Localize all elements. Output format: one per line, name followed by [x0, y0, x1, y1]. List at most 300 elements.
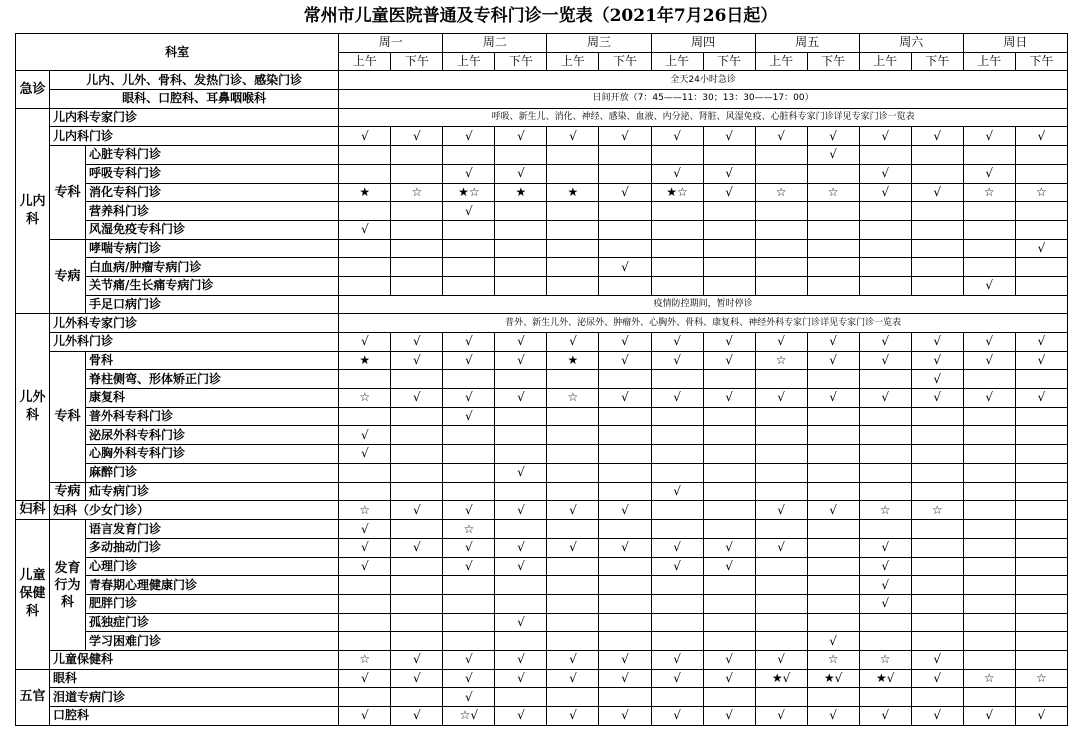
schedule-cell — [1015, 501, 1067, 520]
dept-name: 儿童保健科 — [50, 651, 339, 670]
pediatrics-label: 儿内科 — [16, 108, 50, 314]
surgery-row — [16, 407, 1068, 426]
schedule-cell — [1015, 520, 1067, 539]
schedule-cell: √ — [911, 651, 963, 670]
schedule-cell: √ — [1015, 351, 1067, 370]
schedule-cell: ☆ — [755, 351, 807, 370]
schedule-cell: √ — [547, 333, 599, 352]
schedule-cell — [443, 576, 495, 595]
schedule-cell — [911, 557, 963, 576]
schedule-cell — [339, 463, 391, 482]
day-header: 周二 — [443, 34, 547, 53]
schedule-cell: √ — [703, 669, 755, 688]
schedule-cell — [807, 557, 859, 576]
schedule-cell — [1015, 258, 1067, 277]
schedule-cell: √ — [703, 557, 755, 576]
schedule-cell — [755, 594, 807, 613]
schedule-cell — [963, 463, 1015, 482]
schedule-cell — [703, 520, 755, 539]
schedule-cell — [495, 202, 547, 221]
pm-header: 下午 — [599, 52, 651, 71]
surgery-row — [16, 482, 1068, 501]
schedule-cell: ☆ — [391, 183, 443, 202]
schedule-cell — [755, 276, 807, 295]
schedule-cell — [443, 426, 495, 445]
schedule-cell — [391, 576, 443, 595]
dept-name: 语言发育门诊 — [86, 520, 339, 539]
schedule-cell — [911, 576, 963, 595]
schedule-cell — [911, 594, 963, 613]
schedule-cell — [547, 146, 599, 165]
header-row — [16, 34, 1068, 53]
schedule-cell: √ — [599, 501, 651, 520]
schedule-cell — [547, 426, 599, 445]
schedule-cell — [911, 407, 963, 426]
schedule-cell — [1015, 146, 1067, 165]
schedule-cell: ☆ — [1015, 183, 1067, 202]
schedule-cell — [1015, 594, 1067, 613]
schedule-cell — [339, 146, 391, 165]
schedule-cell — [651, 501, 703, 520]
schedule-cell: √ — [495, 707, 547, 726]
schedule-cell — [443, 258, 495, 277]
five-senses-row — [16, 688, 1068, 707]
schedule-cell — [1015, 576, 1067, 595]
schedule-cell: √ — [1015, 333, 1067, 352]
schedule-cell — [599, 445, 651, 464]
schedule-cell — [547, 632, 599, 651]
expert-note: 普外、新生儿外、泌尿外、肿瘤外、心胸外、骨科、康复科、神经外科专家门诊详见专家门诊一览表 — [339, 314, 1068, 333]
dept-name: 青春期心理健康门诊 — [86, 576, 339, 595]
dept-name: 心胸外科专科门诊 — [86, 445, 339, 464]
schedule-cell: ☆ — [547, 389, 599, 408]
schedule-cell — [391, 594, 443, 613]
schedule-cell — [703, 146, 755, 165]
schedule-cell: √ — [963, 333, 1015, 352]
schedule-cell — [443, 276, 495, 295]
schedule-cell: ☆ — [443, 520, 495, 539]
schedule-cell — [651, 370, 703, 389]
schedule-cell — [911, 632, 963, 651]
schedule-cell — [807, 576, 859, 595]
schedule-cell — [911, 220, 963, 239]
schedule-cell: √ — [755, 538, 807, 557]
schedule-cell — [339, 258, 391, 277]
schedule-cell — [703, 220, 755, 239]
schedule-cell — [859, 688, 911, 707]
schedule-cell — [599, 520, 651, 539]
schedule-cell: √ — [443, 202, 495, 221]
schedule-cell: √ — [599, 669, 651, 688]
schedule-cell — [651, 220, 703, 239]
schedule-cell — [859, 258, 911, 277]
schedule-cell — [755, 164, 807, 183]
schedule-cell — [443, 594, 495, 613]
schedule-cell: √ — [495, 164, 547, 183]
schedule-cell — [807, 520, 859, 539]
schedule-cell: √ — [807, 146, 859, 165]
schedule-cell: √ — [911, 669, 963, 688]
schedule-cell — [651, 594, 703, 613]
schedule-cell — [547, 164, 599, 183]
schedule-cell: ☆ — [859, 651, 911, 670]
schedule-cell — [755, 482, 807, 501]
schedule-cell — [963, 576, 1015, 595]
surgery-row — [16, 333, 1068, 352]
schedule-cell: √ — [443, 538, 495, 557]
schedule-cell — [911, 688, 963, 707]
pm-header: 下午 — [1015, 52, 1067, 71]
schedule-cell: √ — [963, 276, 1015, 295]
schedule-cell — [911, 482, 963, 501]
schedule-cell — [703, 426, 755, 445]
schedule-cell — [391, 276, 443, 295]
schedule-cell — [1015, 632, 1067, 651]
surgery-row — [16, 389, 1068, 408]
schedule-cell — [391, 258, 443, 277]
schedule-cell — [339, 202, 391, 221]
schedule-cell: √ — [495, 651, 547, 670]
schedule-cell: √ — [651, 538, 703, 557]
schedule-cell — [391, 164, 443, 183]
schedule-cell — [859, 632, 911, 651]
schedule-cell: √ — [339, 220, 391, 239]
schedule-cell: √ — [651, 651, 703, 670]
schedule-cell — [807, 407, 859, 426]
schedule-cell — [1015, 463, 1067, 482]
schedule-cell: √ — [755, 651, 807, 670]
dept-name: 儿外科门诊 — [50, 333, 339, 352]
schedule-cell: √ — [859, 351, 911, 370]
schedule-cell — [755, 520, 807, 539]
schedule-cell: √ — [859, 164, 911, 183]
schedule-cell: √ — [651, 482, 703, 501]
schedule-cell: √ — [807, 351, 859, 370]
schedule-cell: √ — [703, 389, 755, 408]
department-header: 科室 — [16, 34, 339, 71]
schedule-cell — [859, 482, 911, 501]
schedule-cell — [547, 576, 599, 595]
schedule-cell — [391, 407, 443, 426]
schedule-cell — [859, 220, 911, 239]
dept-name: 疝专病门诊 — [86, 482, 339, 501]
surgery-row — [16, 426, 1068, 445]
schedule-cell: √ — [443, 557, 495, 576]
schedule-cell: √ — [911, 333, 963, 352]
schedule-cell: √ — [1015, 127, 1067, 146]
schedule-cell — [495, 239, 547, 258]
schedule-cell: √ — [651, 333, 703, 352]
schedule-cell: √ — [339, 520, 391, 539]
suspended-note: 疫情防控期间，暂时停诊 — [339, 295, 1068, 314]
am-header: 上午 — [443, 52, 495, 71]
emergency-dept: 眼科、口腔科、耳鼻咽喉科 — [50, 90, 339, 109]
surgery-row — [16, 314, 1068, 333]
schedule-cell — [703, 501, 755, 520]
emergency-row — [16, 71, 1068, 90]
schedule-cell — [495, 370, 547, 389]
schedule-cell — [755, 557, 807, 576]
schedule-cell — [755, 445, 807, 464]
schedule-cell: √ — [391, 669, 443, 688]
schedule-cell — [703, 202, 755, 221]
schedule-cell: √ — [495, 351, 547, 370]
schedule-cell — [651, 239, 703, 258]
schedule-cell — [599, 463, 651, 482]
schedule-cell — [599, 482, 651, 501]
dept-name: 普外科专科门诊 — [86, 407, 339, 426]
page-title: 常州市儿童医院普通及专科门诊一览表（2021年7月26日起） — [303, 6, 778, 26]
schedule-cell — [443, 445, 495, 464]
schedule-cell — [495, 276, 547, 295]
disease-label: 专病 — [50, 482, 86, 501]
schedule-cell — [391, 632, 443, 651]
schedule-cell — [963, 258, 1015, 277]
schedule-cell: ☆√ — [443, 707, 495, 726]
schedule-cell: √ — [391, 333, 443, 352]
schedule-cell — [1015, 445, 1067, 464]
schedule-cell — [963, 426, 1015, 445]
schedule-cell — [807, 276, 859, 295]
schedule-cell: √ — [599, 183, 651, 202]
schedule-cell — [755, 220, 807, 239]
schedule-cell — [911, 164, 963, 183]
dept-name: 儿内科专家门诊 — [50, 108, 339, 127]
schedule-cell — [963, 146, 1015, 165]
pediatrics-row — [16, 239, 1068, 258]
surgery-row — [16, 351, 1068, 370]
schedule-cell: √ — [807, 707, 859, 726]
schedule-cell — [391, 202, 443, 221]
child-health-row — [16, 613, 1068, 632]
schedule-cell — [495, 220, 547, 239]
schedule-cell: √ — [859, 333, 911, 352]
schedule-cell — [1015, 482, 1067, 501]
schedule-cell — [391, 688, 443, 707]
schedule-cell — [339, 632, 391, 651]
schedule-cell: √ — [651, 164, 703, 183]
schedule-cell — [547, 370, 599, 389]
schedule-cell — [547, 613, 599, 632]
schedule-cell — [703, 445, 755, 464]
schedule-cell: √ — [495, 613, 547, 632]
schedule-cell: √ — [443, 164, 495, 183]
schedule-cell: √ — [495, 463, 547, 482]
dept-name: 骨科 — [86, 351, 339, 370]
schedule-cell — [807, 594, 859, 613]
schedule-cell: √ — [547, 501, 599, 520]
schedule-cell — [859, 613, 911, 632]
schedule-cell — [547, 463, 599, 482]
schedule-cell — [703, 688, 755, 707]
schedule-cell: √ — [651, 389, 703, 408]
schedule-cell: √ — [911, 127, 963, 146]
schedule-cell: √ — [391, 707, 443, 726]
dept-name: 儿外科专家门诊 — [50, 314, 339, 333]
pediatrics-row — [16, 276, 1068, 295]
schedule-cell — [547, 594, 599, 613]
schedule-cell — [911, 426, 963, 445]
schedule-cell: √ — [339, 707, 391, 726]
schedule-cell — [703, 463, 755, 482]
surgery-row — [16, 445, 1068, 464]
schedule-cell — [963, 557, 1015, 576]
schedule-cell — [755, 613, 807, 632]
dept-name: 脊柱侧弯、形体矫正门诊 — [86, 370, 339, 389]
schedule-cell: √ — [963, 389, 1015, 408]
am-header: 上午 — [859, 52, 911, 71]
schedule-cell — [339, 613, 391, 632]
day-header: 周六 — [859, 34, 963, 53]
day-header: 周四 — [651, 34, 755, 53]
expert-note: 呼吸、新生儿、消化、神经、感染、血液、内分泌、肾脏、风湿免疫、心脏科专家门诊详见专家门诊一览表 — [339, 108, 1068, 127]
schedule-cell: √ — [495, 333, 547, 352]
schedule-cell — [911, 463, 963, 482]
schedule-cell — [547, 520, 599, 539]
schedule-cell: √ — [1015, 707, 1067, 726]
schedule-cell — [495, 520, 547, 539]
schedule-cell — [339, 576, 391, 595]
schedule-cell: √ — [599, 127, 651, 146]
schedule-cell: √ — [495, 557, 547, 576]
disease-label: 专病 — [50, 239, 86, 314]
schedule-cell — [599, 613, 651, 632]
schedule-cell — [963, 688, 1015, 707]
five-senses-row — [16, 707, 1068, 726]
schedule-cell: ★√ — [755, 669, 807, 688]
dept-name: 泪道专病门诊 — [50, 688, 339, 707]
child-health-row — [16, 632, 1068, 651]
schedule-table — [15, 33, 1068, 726]
schedule-cell — [651, 632, 703, 651]
schedule-cell — [339, 164, 391, 183]
schedule-cell — [443, 463, 495, 482]
schedule-cell: ★☆ — [443, 183, 495, 202]
schedule-cell — [339, 407, 391, 426]
schedule-cell: √ — [599, 538, 651, 557]
schedule-cell — [547, 202, 599, 221]
schedule-cell — [703, 407, 755, 426]
am-header: 上午 — [547, 52, 599, 71]
schedule-cell — [547, 407, 599, 426]
child-health-row — [16, 520, 1068, 539]
schedule-cell — [1015, 426, 1067, 445]
schedule-cell — [651, 426, 703, 445]
schedule-cell: √ — [963, 164, 1015, 183]
schedule-cell: √ — [339, 445, 391, 464]
schedule-cell — [859, 146, 911, 165]
dept-name: 孤独症门诊 — [86, 613, 339, 632]
schedule-cell: √ — [703, 183, 755, 202]
schedule-cell: √ — [547, 669, 599, 688]
schedule-cell: √ — [807, 333, 859, 352]
dept-name: 白血病/肿瘤专病门诊 — [86, 258, 339, 277]
schedule-cell — [599, 557, 651, 576]
schedule-cell — [443, 220, 495, 239]
schedule-cell: √ — [599, 651, 651, 670]
schedule-cell: √ — [391, 538, 443, 557]
schedule-cell — [963, 520, 1015, 539]
pediatrics-row — [16, 183, 1068, 202]
schedule-cell — [963, 482, 1015, 501]
schedule-cell: √ — [651, 127, 703, 146]
five-senses-row — [16, 669, 1068, 688]
schedule-cell: √ — [1015, 239, 1067, 258]
schedule-cell — [703, 576, 755, 595]
schedule-cell: ★☆ — [651, 183, 703, 202]
dept-name: 呼吸专科门诊 — [86, 164, 339, 183]
schedule-cell: √ — [859, 594, 911, 613]
schedule-cell — [703, 258, 755, 277]
am-header: 上午 — [339, 52, 391, 71]
schedule-cell: √ — [911, 183, 963, 202]
schedule-cell: √ — [703, 351, 755, 370]
schedule-cell — [963, 651, 1015, 670]
schedule-cell: √ — [859, 127, 911, 146]
schedule-cell: √ — [443, 351, 495, 370]
day-header: 周日 — [963, 34, 1067, 53]
emergency-note: 全天24小时急诊 — [339, 71, 1068, 90]
schedule-cell: √ — [807, 389, 859, 408]
schedule-cell — [807, 445, 859, 464]
schedule-cell — [1015, 688, 1067, 707]
schedule-cell — [859, 520, 911, 539]
dept-name: 手足口病门诊 — [86, 295, 339, 314]
development-label: 发育行为科 — [50, 520, 86, 651]
schedule-cell — [651, 463, 703, 482]
schedule-cell — [1015, 370, 1067, 389]
schedule-cell: √ — [755, 707, 807, 726]
schedule-cell — [807, 463, 859, 482]
schedule-cell — [963, 613, 1015, 632]
schedule-cell: √ — [703, 651, 755, 670]
schedule-cell — [755, 239, 807, 258]
schedule-cell: √ — [547, 538, 599, 557]
schedule-cell — [1015, 613, 1067, 632]
child-health-row — [16, 557, 1068, 576]
schedule-cell — [911, 538, 963, 557]
schedule-cell: √ — [599, 389, 651, 408]
am-header: 上午 — [963, 52, 1015, 71]
schedule-cell — [651, 146, 703, 165]
schedule-cell: √ — [859, 538, 911, 557]
schedule-cell — [755, 688, 807, 707]
schedule-cell: √ — [391, 651, 443, 670]
schedule-cell: ☆ — [807, 183, 859, 202]
pediatrics-row — [16, 258, 1068, 277]
schedule-cell — [651, 520, 703, 539]
schedule-cell: ☆ — [1015, 669, 1067, 688]
dept-name: 心理门诊 — [86, 557, 339, 576]
schedule-cell: √ — [443, 651, 495, 670]
dept-name: 风湿免疫专科门诊 — [86, 220, 339, 239]
surgery-row — [16, 463, 1068, 482]
schedule-cell — [807, 164, 859, 183]
schedule-cell — [807, 239, 859, 258]
schedule-cell: √ — [339, 333, 391, 352]
schedule-cell: √ — [547, 127, 599, 146]
schedule-cell: √ — [807, 632, 859, 651]
schedule-cell — [1015, 407, 1067, 426]
schedule-cell — [391, 370, 443, 389]
schedule-cell: ☆ — [339, 651, 391, 670]
schedule-cell — [755, 407, 807, 426]
schedule-cell: √ — [495, 669, 547, 688]
schedule-cell — [703, 594, 755, 613]
schedule-cell — [495, 407, 547, 426]
schedule-cell — [703, 370, 755, 389]
pm-header: 下午 — [807, 52, 859, 71]
